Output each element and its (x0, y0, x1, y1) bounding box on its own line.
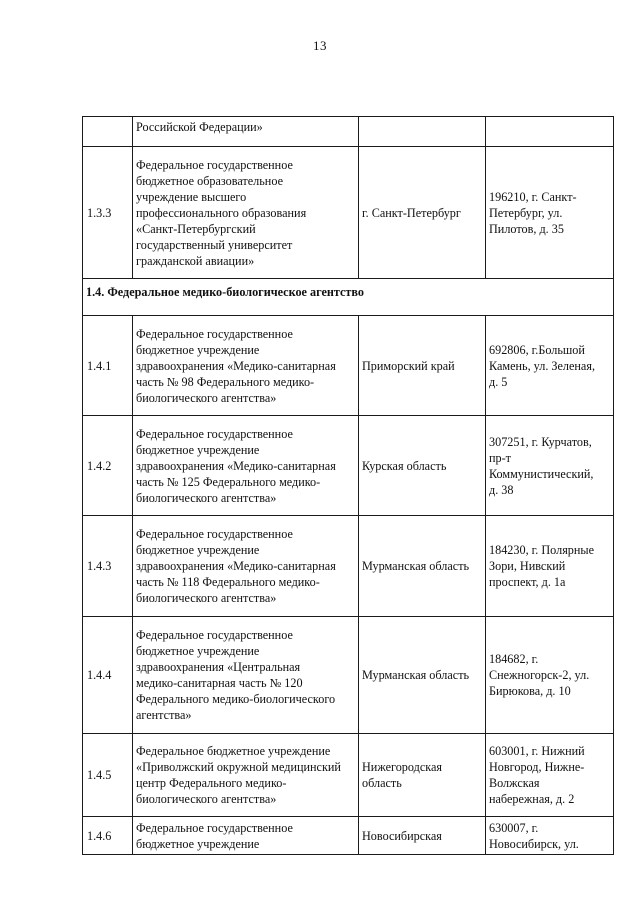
cell-line: бюджетное учреждение (136, 543, 260, 557)
address (486, 316, 614, 416)
cell-line: Зори, Нивский (489, 559, 566, 573)
section-header-row (83, 279, 614, 316)
cell-line: бюджетное учреждение (136, 644, 260, 658)
cell-line: биологического агентства» (136, 490, 277, 505)
table-row (83, 817, 614, 855)
cell-line: 184230, г. Полярные (489, 543, 595, 557)
cell-line: бюджетное учреждение (136, 342, 260, 357)
cell-line: Камень, ул. Зеленая, (489, 358, 595, 373)
organization-name (133, 734, 359, 817)
cell-line: Федеральное государственное (136, 820, 293, 835)
cell-line: центр Федерального медико- (136, 776, 287, 790)
cell-line: набережная, д. 2 (489, 792, 575, 806)
region: Приморский край (359, 316, 486, 416)
organization-name (133, 516, 359, 617)
cell-line: 603001, г. Нижний (489, 744, 585, 758)
organization-name (133, 147, 359, 279)
table-row (83, 147, 614, 279)
cell-line: 307251, г. Курчатов, (489, 434, 592, 449)
cell-line: «Приволжский окружной медицинский (136, 760, 341, 774)
address (486, 617, 614, 734)
cell-line: здравоохранения «Медико-санитарная (136, 458, 336, 473)
table-row (83, 617, 614, 734)
address (486, 817, 614, 855)
cell-line: Федеральное государственное (136, 326, 293, 341)
address (486, 147, 614, 279)
cell-line: часть № 125 Федерального медико- (136, 474, 321, 489)
cell-line: биологического агентства» (136, 591, 277, 605)
cell-line: гражданской авиации» (136, 253, 255, 268)
cell-line: часть № 98 Федерального медико- (136, 374, 315, 389)
address (486, 734, 614, 817)
row-number: 1.4.1 (83, 316, 133, 416)
cell-line: 692806, г.Большой (489, 342, 585, 357)
cell-line: профессионального образования (136, 205, 307, 220)
row-number: 1.3.3 (83, 147, 133, 279)
cell-line: Федеральное государственное (136, 628, 293, 642)
organization-name (133, 817, 359, 855)
cell-line: часть № 118 Федерального медико- (136, 575, 320, 589)
cell-line: «Санкт-Петербургский (136, 221, 256, 236)
cell-line: бюджетное учреждение (136, 836, 260, 851)
cell-line: Федеральное государственное (136, 527, 293, 541)
cell-line: бюджетное учреждение (136, 442, 260, 457)
row-number: 1.4.6 (83, 817, 133, 855)
institutions-table (82, 116, 614, 855)
cell-line: Новосибирск, ул. (489, 836, 579, 851)
cell-line: здравоохранения «Медико-санитарная (136, 358, 336, 373)
cell-line: Коммунистический, (489, 466, 594, 481)
table-row (83, 734, 614, 817)
page-number: 13 (313, 38, 327, 53)
cell-line: область (362, 776, 402, 790)
region: Новосибирская (359, 817, 486, 855)
cell-line: агентства» (136, 708, 192, 722)
region (359, 734, 486, 817)
cell-line: 196210, г. Санкт- (489, 189, 577, 204)
row-number (83, 117, 133, 147)
cell-line: Федерального медико-биологического (136, 692, 336, 706)
organization-name (133, 617, 359, 734)
cell-line: 184682, г. (489, 652, 539, 666)
cell-line: проспект, д. 1а (489, 575, 566, 589)
region: Курская область (359, 416, 486, 516)
cell-line: Пилотов, д. 35 (489, 221, 564, 236)
cell-line: 630007, г. (489, 820, 539, 835)
address (486, 117, 614, 147)
cell-line: Снежногорск-2, ул. (489, 668, 590, 682)
cell-line: Федеральное бюджетное учреждение (136, 744, 331, 758)
cell-line: бюджетное образовательное (136, 173, 283, 188)
cell-line: биологического агентства» (136, 792, 277, 806)
table-row (83, 416, 614, 516)
section-title: 1.4. Федеральное медико-биологическое агентство (83, 279, 614, 316)
table-row (83, 516, 614, 617)
organization-name (133, 316, 359, 416)
table-row (83, 316, 614, 416)
cell-line: д. 38 (489, 482, 514, 497)
cell-line: здравоохранения «Медико-санитарная (136, 559, 336, 573)
cell-line: биологического агентства» (136, 390, 277, 405)
organization-name (133, 117, 359, 147)
cell-line: Федеральное государственное (136, 157, 293, 172)
cell-line: Федеральное государственное (136, 426, 293, 441)
address (486, 416, 614, 516)
cell-line: Российской Федерации» (136, 120, 263, 134)
row-number: 1.4.5 (83, 734, 133, 817)
cell-line: здравоохранения «Центральная (136, 660, 301, 674)
region: г. Санкт-Петербург (359, 147, 486, 279)
region: Мурманская область (359, 516, 486, 617)
cell-line: Нижегородская (362, 760, 442, 774)
row-number: 1.4.2 (83, 416, 133, 516)
cell-line: Новгород, Нижне- (489, 760, 585, 774)
table-row (83, 117, 614, 147)
row-number: 1.4.4 (83, 617, 133, 734)
address (486, 516, 614, 617)
cell-line: Петербург, ул. (489, 205, 563, 220)
region (359, 117, 486, 147)
cell-line: пр-т (489, 450, 512, 465)
region: Мурманская область (359, 617, 486, 734)
cell-line: Волжская (489, 776, 540, 790)
cell-line: учреждение высшего (136, 189, 247, 204)
cell-line: государственный университет (136, 237, 293, 252)
organization-name (133, 416, 359, 516)
row-number: 1.4.3 (83, 516, 133, 617)
cell-line: медико-санитарная часть № 120 (136, 676, 303, 690)
cell-line: Бирюкова, д. 10 (489, 684, 571, 698)
cell-line: д. 5 (489, 374, 508, 389)
